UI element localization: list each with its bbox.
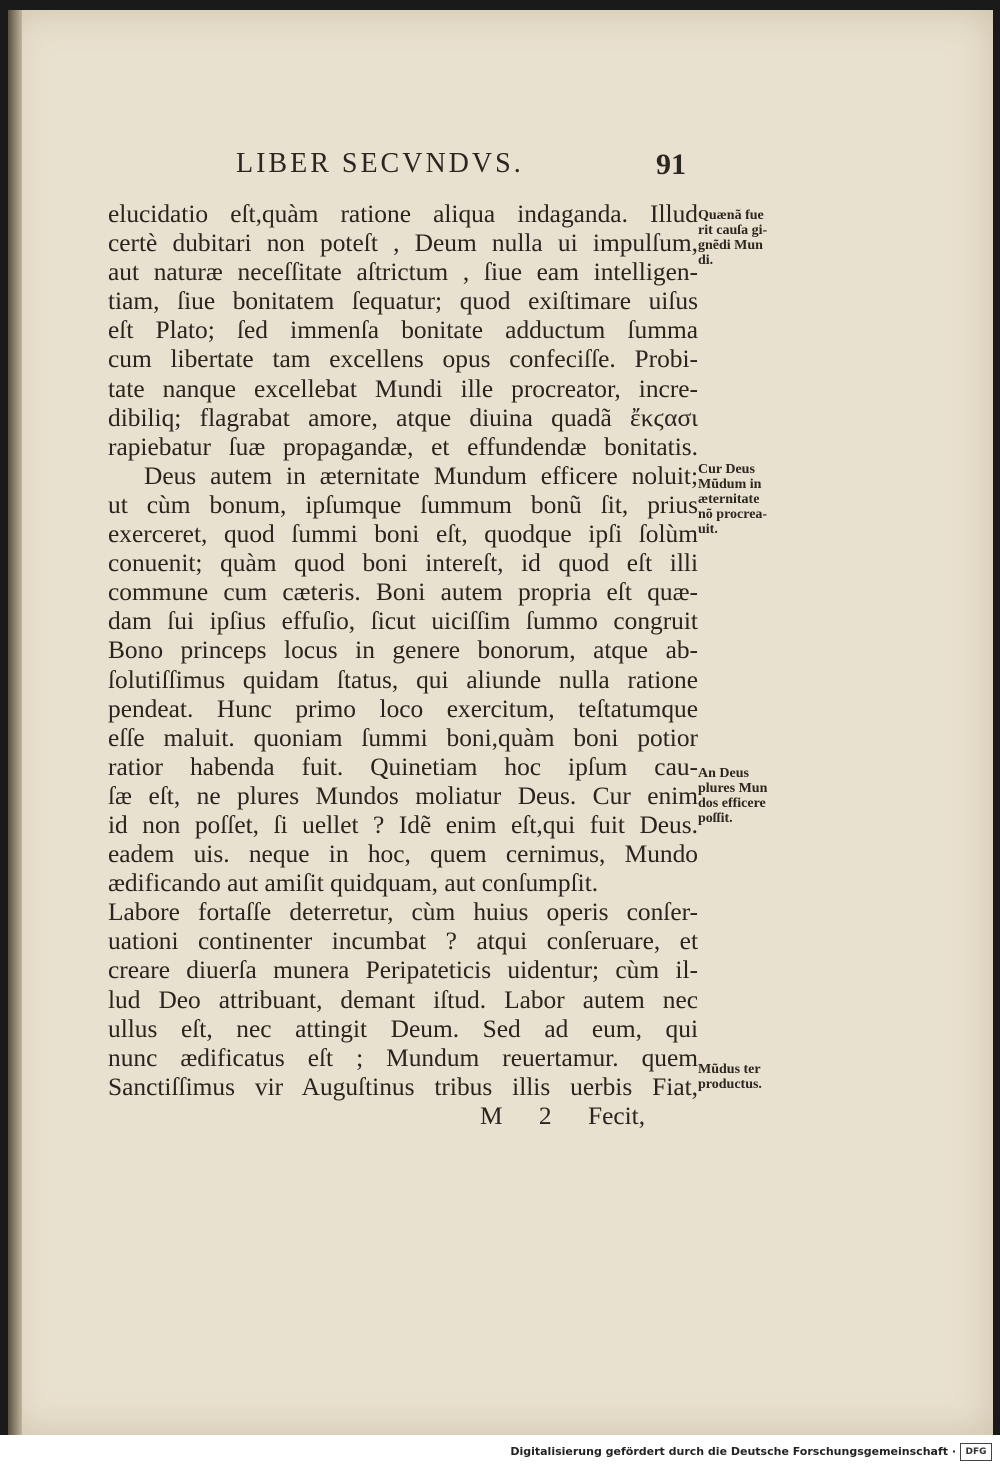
text-line: lud Deo attribuant, demant iſtud. Labor autem nec (108, 985, 698, 1014)
footer-bar (0, 1435, 1000, 1467)
text-line: ſæ eſt, ne plures Mundos moliatur Deus. Cur enim (108, 781, 698, 810)
text-line: cum libertate tam excellens opus confeciſſe. Probi- (108, 345, 698, 374)
marginal-note-line: gnẽdi Mun (698, 238, 763, 253)
marginal-note-line: uit. (698, 522, 718, 537)
marginal-note-4 (698, 1062, 808, 1092)
text-line: ratior habenda fuit. Quinetiam hoc ipſum cau- (108, 752, 698, 781)
text-line: rapiebatur ſuæ propagandæ, et effundendæ bonitatis. (108, 432, 698, 461)
page-header (8, 148, 993, 188)
text-line: ut cùm bonum, ipſumque ſummum bonũ ſit, prius (108, 490, 698, 519)
book-page (8, 10, 993, 1435)
text-line: dam ſui ipſius effuſio, ſicut uiciſſim ſummo congruit (108, 607, 698, 636)
marginal-note-line: Mũdum in (698, 477, 762, 492)
marginal-note-line: productus. (698, 1077, 762, 1092)
text-line: pendeat. Hunc primo loco exercitum, teſtatumque (108, 694, 698, 723)
marginal-note-line: rit cauſa gi- (698, 223, 768, 238)
gutter-shadow (8, 10, 22, 1435)
text-line: M 2 Fecit, (480, 1101, 646, 1130)
marginal-note-3 (698, 766, 808, 826)
marginal-note-line: nõ procrea- (698, 507, 768, 522)
text-line: tate nanque excellebat Mundi ille procreator, incre- (108, 374, 698, 403)
text-line: tiam, ſiue bonitatem ſequatur; quod exiſtimare uiſus (108, 287, 698, 316)
marginal-note-line: poſſit. (698, 811, 733, 826)
marginal-note-2 (698, 462, 808, 537)
text-line: Labore fortaſſe deterretur, cùm huius operis conſer- (108, 898, 698, 927)
marginal-note-line: plures Mun (698, 781, 768, 796)
text-line: eſſe maluit. quoniam ſummi boni,quàm boni potior (108, 723, 698, 752)
running-head: LIBER SECVNDVS. (236, 148, 524, 179)
marginal-note-line: dos efficere (698, 796, 766, 811)
text-line: Bono princeps locus in genere bonorum, atque ab- (108, 636, 698, 665)
text-line: ullus eſt, nec attingit Deum. Sed ad eum, qui (108, 1014, 698, 1043)
main-text-block (108, 200, 698, 1131)
marginal-note-line: Quænã fue (698, 208, 764, 223)
funding-credit: Digitalisierung gefördert durch die Deutsche Forschungsgemeinschaft · (510, 1445, 956, 1458)
text-line: elucidatio eſt,quàm ratione aliqua indaganda. Illud (108, 200, 698, 228)
text-line: ædificando aut amiſit quidquam, aut conſumpſit. (108, 869, 599, 898)
marginal-note-line: æternitate (698, 492, 760, 507)
marginal-note-line: di. (698, 253, 714, 268)
marginal-note-line: An Deus (698, 766, 749, 781)
folio-number: 91 (656, 148, 686, 181)
text-line: id non poſſet, ſi uellet ? Idẽ enim eſt,qui fuit Deus. (108, 810, 698, 839)
dfg-logo: DFG (960, 1443, 992, 1461)
text-line: Deus autem in æternitate Mundum efficere noluit; (144, 461, 698, 490)
text-line: creare diuerſa munera Peripateticis uidentur; cùm il- (108, 956, 698, 985)
text-line: certè dubitari non poteſt , Deum nulla ui impulſum, (108, 229, 698, 258)
text-line: eadem uis. neque in hoc, quem cernimus, Mundo (108, 840, 698, 869)
text-line: Sanctiſſimus vir Auguſtinus tribus illis uerbis Fiat, (108, 1072, 698, 1101)
text-line: commune cum cæteris. Boni autem propria eſt quæ- (108, 578, 698, 607)
text-line: uationi continenter incumbat ? atqui conſeruare, et (108, 927, 698, 956)
marginal-note-line: Cur Deus (698, 462, 755, 477)
text-line: nunc ædificatus eſt ; Mundum reuertamur. quem (108, 1043, 698, 1072)
text-line: dibiliq; flagrabat amore, atque diuina quadã ἔκϛασι (108, 403, 698, 432)
text-line: conuenit; quàm quod boni intereſt, id quod eſt illi (108, 549, 698, 578)
text-line: exerceret, quod ſummi boni eſt, quodque ipſi ſolùm (108, 520, 698, 549)
marginal-note-1 (698, 208, 808, 268)
text-line: eſt Plato; ſed immenſa bonitate adductum ſumma (108, 316, 698, 345)
text-line: aut naturæ neceſſitate aſtrictum , ſiue eam intelligen- (108, 258, 698, 287)
marginal-note-line: Mũdus ter (698, 1062, 761, 1077)
text-line: ſolutiſſimus quidam ſtatus, qui aliunde nulla ratione (108, 665, 698, 694)
